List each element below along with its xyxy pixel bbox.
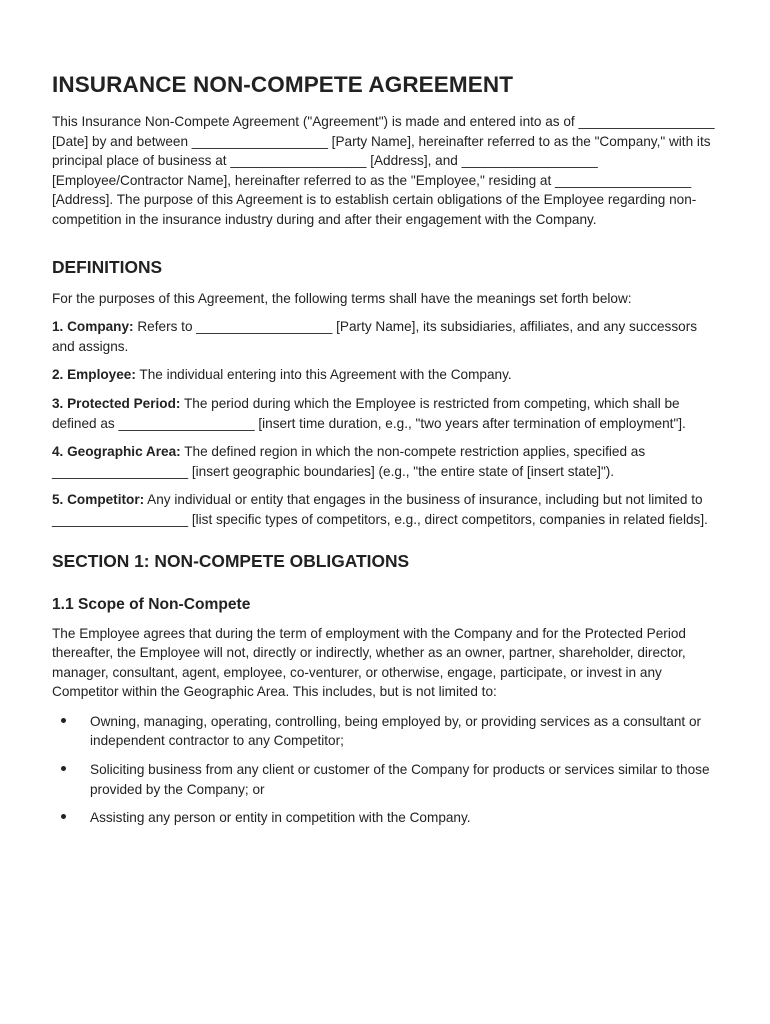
bullet-icon	[61, 814, 66, 819]
definition-text: Any individual or entity that engages in the business of insurance, including but not limited to __________________ [list specific types of competitors, e.g., direct competitors, companies in related fields].	[52, 492, 708, 527]
definition-text: The individual entering into this Agreement with the Company.	[135, 367, 512, 383]
document-title: INSURANCE NON-COMPETE AGREEMENT	[52, 72, 514, 97]
list-item	[52, 712, 716, 751]
obligations-list	[52, 712, 716, 828]
scope-sub-heading: 1.1 Scope of Non-Compete	[52, 595, 251, 613]
bullet-icon	[61, 766, 66, 771]
list-item-text: Soliciting business from any client or customer of the Company for products or services similar to those provided by the Company; or	[90, 762, 710, 797]
definition-protected-period	[52, 394, 716, 433]
bullet-icon	[61, 718, 66, 723]
definition-term: 5. Competitor:	[52, 492, 145, 508]
definition-employee	[52, 365, 716, 385]
list-item	[52, 808, 716, 828]
definition-term: 3. Protected Period:	[52, 395, 181, 411]
intro-paragraph: This Insurance Non-Compete Agreement ("Agreement") is made and entered into as of __________________ [Date] by and between __________________ [Party Name], hereinafter referred to as the "Company," with its principal place of business at __________________ [Address], and __________________ [Employee/Contractor Name], hereinafter referred to as the "Employee," residing at __________________ [Address]. The purpose of this Agreement is to establish certain obligations of the Employee regarding non-competition in the insurance industry during and after their engagement with the Company.	[52, 114, 715, 227]
definition-geographic-area	[52, 442, 716, 481]
definition-text: Refers to __________________ [Party Name], its subsidiaries, affiliates, and any successors and assigns.	[52, 319, 698, 354]
list-item-text: Owning, managing, operating, controlling, being employed by, or providing services as a consultant or independent contractor to any Competitor;	[90, 713, 702, 749]
definition-term: 2. Employee:	[52, 367, 136, 383]
document-page	[52, 70, 716, 837]
definition-term: 1. Company:	[52, 319, 134, 335]
definition-term: 4. Geographic Area:	[52, 444, 181, 460]
definition-competitor	[52, 490, 716, 529]
section-1-heading: SECTION 1: NON-COMPETE OBLIGATIONS	[52, 550, 410, 571]
scope-paragraph: The Employee agrees that during the term of employment with the Company and for the Protected Period thereafter, the Employee will not, directly or indirectly, whether as an owner, partner, shareholder, director, manager, consultant, agent, employee, co-venturer, or otherwise, engage, participate, or invest in any Competitor within the Geographic Area. This includes, but is not limited to:	[52, 625, 686, 700]
list-item-text: Assisting any person or entity in competition with the Company.	[90, 810, 471, 826]
definition-text: The defined region in which the non-compete restriction applies, specified as __________________ [insert geographic boundaries] (e.g., "the entire state of [insert state]").	[52, 444, 646, 479]
definitions-lead: For the purposes of this Agreement, the following terms shall have the meanings set forth below:	[52, 290, 632, 306]
definition-company	[52, 317, 716, 356]
definitions-heading: DEFINITIONS	[52, 256, 163, 277]
definition-text: The period during which the Employee is restricted from competing, which shall be defined as __________________ [insert time duration, e.g., "two years after termination of employment"].	[52, 395, 686, 431]
list-item	[52, 760, 716, 799]
